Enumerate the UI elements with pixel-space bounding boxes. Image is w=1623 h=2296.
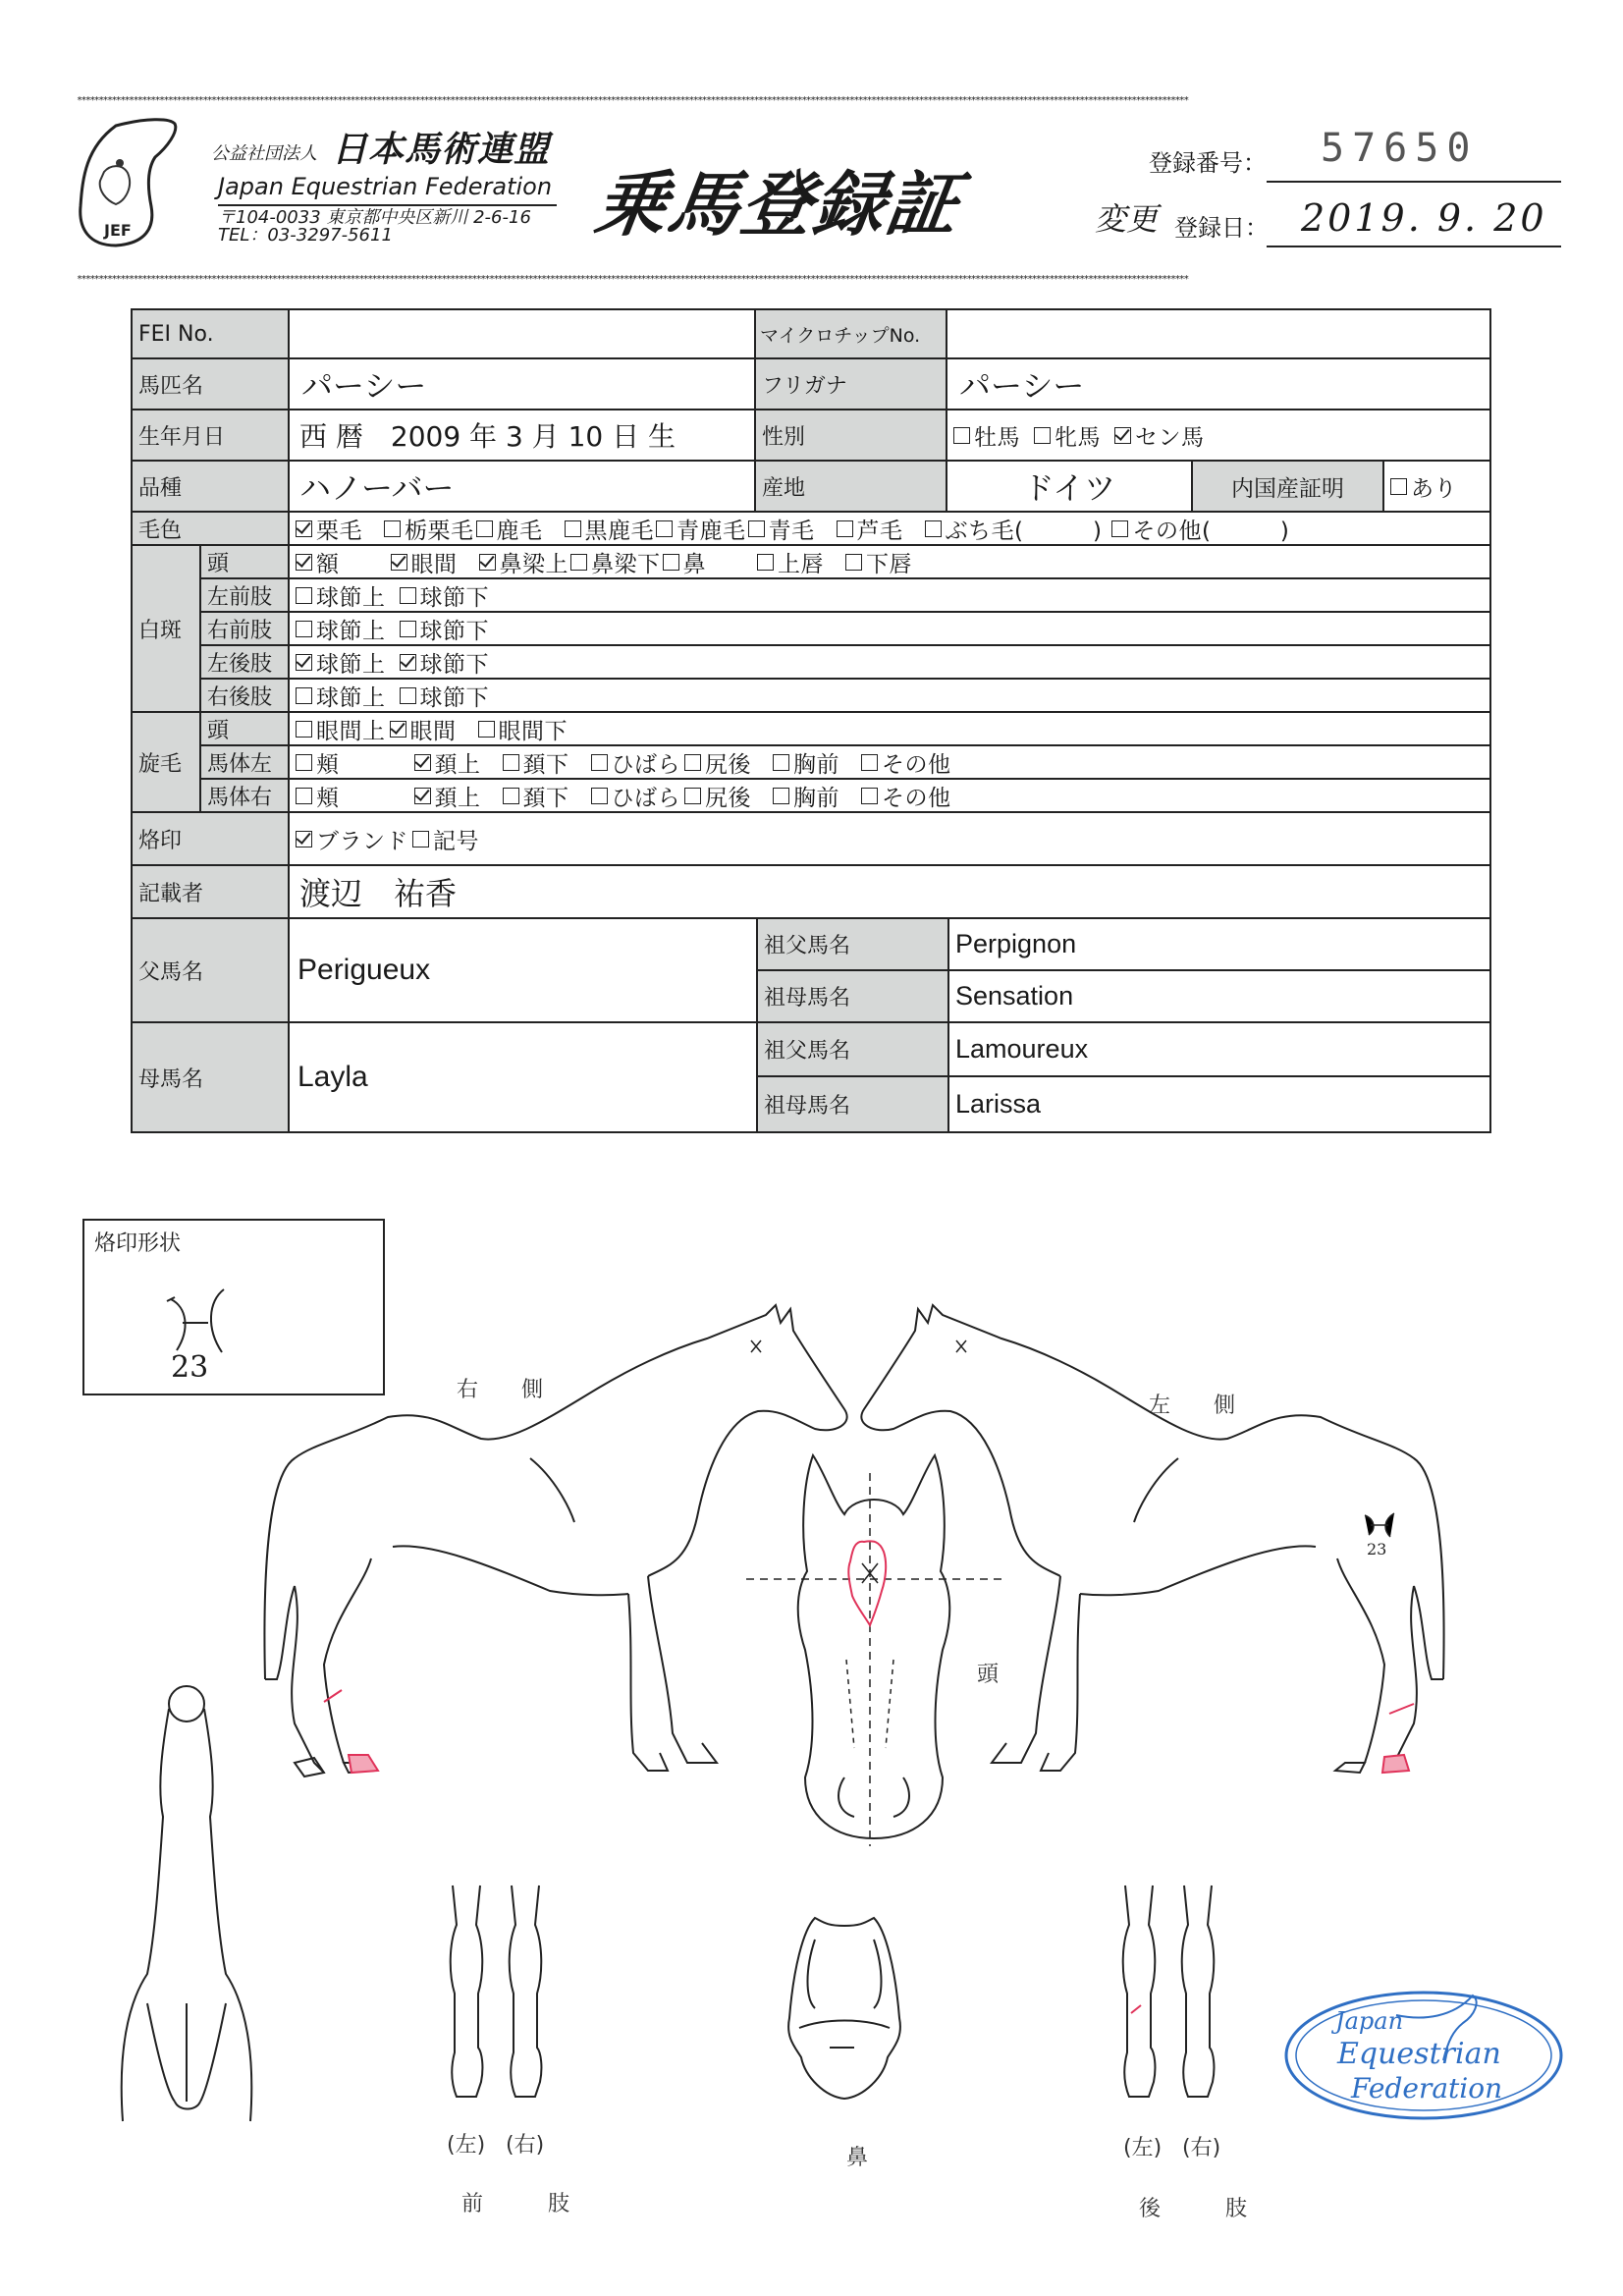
white-head-label: 頭: [201, 546, 290, 579]
furigana-field[interactable]: パーシー: [947, 359, 1489, 410]
origin-field[interactable]: ドイツ: [947, 462, 1193, 513]
nose-label: 鼻: [846, 2146, 869, 2170]
option-flank[interactable]: ひばら: [591, 746, 681, 779]
hind-left-label: (左): [1123, 2136, 1163, 2160]
coat-color-label: 毛色: [133, 513, 290, 546]
right-side-label: 右 側: [457, 1378, 544, 1402]
recorder-label: 記載者: [133, 866, 290, 919]
checkbox[interactable]: [748, 520, 765, 537]
whorl-head-label: 頭: [201, 713, 290, 746]
option-chest[interactable]: 胸前: [773, 746, 839, 779]
marking-red-star: [848, 1541, 886, 1625]
option-upper-lip[interactable]: 上唇: [757, 546, 824, 578]
white-left-foreleg-label: 左前肢: [201, 579, 290, 613]
option-upper-nose-bridge[interactable]: 鼻梁上: [479, 546, 569, 578]
checkbox-checked[interactable]: [391, 554, 407, 571]
option-above-eyes[interactable]: 眼間上: [296, 713, 386, 745]
sex-option-mare[interactable]: 牝馬: [1034, 419, 1101, 452]
breed-label: 品種: [133, 462, 290, 513]
white-left-hindleg-label: 左後肢: [201, 646, 290, 680]
sire-granddam-field[interactable]: Sensation: [949, 971, 1489, 1023]
white-right-foreleg-options: [290, 613, 1489, 646]
birth-date-label: 生年月日: [133, 410, 290, 462]
coat-option-other[interactable]: その他( ): [1111, 513, 1289, 545]
white-right-hindleg-options: [290, 680, 1489, 713]
checkbox[interactable]: [565, 520, 581, 537]
marking-red-hoof: [1382, 1755, 1409, 1773]
hind-right-label: (右): [1182, 2136, 1221, 2160]
front-right-label: (右): [506, 2133, 545, 2158]
checkbox[interactable]: [684, 754, 701, 771]
domestic-cert-option[interactable]: あり: [1384, 462, 1489, 513]
option-below-fetlock[interactable]: 球節下: [400, 680, 490, 712]
sire-label: 父馬名: [133, 919, 290, 1023]
option-lower-nose-bridge[interactable]: 鼻梁下: [570, 546, 661, 578]
birth-date-field[interactable]: 西 暦 2009 年 3 月 10 日 生: [290, 410, 756, 462]
dam-grandsire-label: 祖父馬名: [758, 1023, 949, 1077]
option-above-fetlock[interactable]: 球節上: [296, 680, 386, 712]
whorl-body-right-options: [290, 780, 1489, 813]
checkbox[interactable]: [773, 754, 789, 771]
white-left-hindleg-options: [290, 646, 1489, 680]
org-tel: TEL：03-3297-5611: [218, 225, 393, 246]
option-upper-neck[interactable]: 頚上: [414, 746, 481, 779]
sex-options: [947, 410, 1489, 462]
checkbox[interactable]: [663, 554, 679, 571]
jef-official-stamp: [1276, 1982, 1571, 2129]
whorl-body-left-options: [290, 746, 1489, 780]
option-above-fetlock[interactable]: 球節上: [296, 613, 386, 645]
option-cheek[interactable]: 頬: [296, 780, 340, 812]
microchip-field[interactable]: [947, 310, 1489, 359]
option-upper-neck[interactable]: 頚上: [414, 780, 481, 812]
checkbox[interactable]: [503, 788, 519, 804]
org-name-jp: 日本馬術連盟: [332, 130, 551, 170]
registration-date: 2019. 9. 20: [1301, 196, 1547, 240]
svg-text:23: 23: [1367, 1540, 1387, 1558]
sex-option-gelding[interactable]: セン馬: [1114, 419, 1205, 452]
checkbox[interactable]: [925, 520, 942, 537]
sex-label: 性別: [756, 410, 947, 462]
dam-granddam-field[interactable]: Larissa: [949, 1077, 1489, 1131]
registration-date-underline: [1267, 246, 1561, 247]
option-below-eyes[interactable]: 眼間下: [478, 713, 568, 745]
horse-nose-drawing-icon: [785, 1910, 903, 2106]
registration-number: 57650: [1321, 126, 1479, 171]
horse-name-field[interactable]: パーシー: [290, 359, 756, 410]
checkbox-checked[interactable]: [414, 754, 431, 771]
option-chest[interactable]: 胸前: [773, 780, 839, 812]
sire-grandsire-label: 祖父馬名: [758, 919, 949, 971]
coat-option-grey[interactable]: 芦毛: [837, 513, 903, 545]
option-between-eyes[interactable]: 眼間: [391, 546, 458, 578]
registration-form-table: [131, 308, 1491, 1133]
fei-no-field[interactable]: [290, 310, 756, 359]
checkbox-checked[interactable]: [390, 721, 406, 738]
checkbox[interactable]: [570, 554, 587, 571]
checkbox-checked[interactable]: [296, 831, 312, 847]
front-legs-caption: 前 肢: [461, 2192, 570, 2216]
checkbox-checked[interactable]: [479, 554, 496, 571]
option-forehead[interactable]: 額: [296, 546, 340, 578]
checkbox-checked[interactable]: [296, 654, 312, 671]
registration-number-underline: [1267, 181, 1561, 183]
horse-top-view-drawing-icon: [108, 1679, 265, 2141]
coat-option-dark-chestnut[interactable]: 栃栗毛: [384, 513, 474, 545]
checkbox-checked[interactable]: [296, 554, 312, 571]
fei-no-label: FEI No.: [133, 310, 290, 359]
checkbox[interactable]: [591, 788, 608, 804]
checkbox[interactable]: [476, 520, 493, 537]
checkbox[interactable]: [1390, 478, 1407, 495]
white-left-foreleg-options: [290, 579, 1489, 613]
checkbox[interactable]: [861, 754, 878, 771]
option-lower-lip[interactable]: 下唇: [845, 546, 912, 578]
checkbox-checked[interactable]: [296, 520, 312, 537]
option-below-fetlock[interactable]: 球節下: [400, 646, 490, 679]
whorl-body-left-label: 馬体左: [201, 746, 290, 780]
checkbox-checked[interactable]: [400, 654, 416, 671]
stamp-line-2: Equestrian: [1337, 2037, 1501, 2071]
dam-granddam-label: 祖母馬名: [758, 1077, 949, 1131]
coat-option-bay[interactable]: 鹿毛: [476, 513, 543, 545]
head-label: 頭: [977, 1663, 1000, 1687]
checkbox[interactable]: [953, 427, 970, 444]
checkbox[interactable]: [503, 754, 519, 771]
whorl-body-right-label: 馬体右: [201, 780, 290, 813]
checkbox[interactable]: [296, 721, 312, 738]
brand-shape-label: 烙印形状: [94, 1231, 182, 1256]
origin-label: 産地: [756, 462, 947, 513]
dam-label: 母馬名: [133, 1023, 290, 1131]
coat-option-black[interactable]: 青毛: [748, 513, 815, 545]
dam-field[interactable]: Layla: [290, 1023, 758, 1131]
option-cheek[interactable]: 頬: [296, 746, 340, 779]
checkbox[interactable]: [773, 788, 789, 804]
horse-name-label: 馬匹名: [133, 359, 290, 410]
brand-label: 烙印: [133, 813, 290, 866]
org-name-en: Japan Equestrian Federation: [218, 173, 553, 200]
coat-option-dark-bay[interactable]: 黒鹿毛: [565, 513, 655, 545]
checkbox[interactable]: [757, 554, 774, 571]
horse-head-front-drawing-icon: [776, 1453, 972, 1846]
org-prefix: 公益社団法人: [211, 143, 317, 164]
checkbox[interactable]: [400, 687, 416, 704]
coat-option-brown[interactable]: 青鹿毛: [656, 513, 746, 545]
stamp-line-1: Japan: [1335, 2007, 1404, 2035]
checkbox[interactable]: [591, 754, 608, 771]
checkbox[interactable]: [400, 587, 416, 604]
decorative-star-rule-bottom: ****************************************************************************************************************************************************************************************************************************************************************: [77, 274, 1188, 285]
hind-legs-drawing-icon: [1119, 1886, 1247, 2111]
horse-right-side-drawing-icon: [255, 1301, 864, 1812]
recorder-field[interactable]: 渡辺 祐香: [290, 866, 1489, 919]
whorls-label: 旋毛: [133, 713, 201, 813]
brand-options: [290, 813, 1489, 866]
option-between-eyes[interactable]: 眼間: [390, 713, 457, 745]
checkbox[interactable]: [296, 687, 312, 704]
sire-grandsire-field[interactable]: Perpignon: [949, 919, 1489, 971]
option-above-fetlock[interactable]: 球節上: [296, 646, 386, 679]
dam-grandsire-field[interactable]: Lamoureux: [949, 1023, 1489, 1077]
coat-option-pinto[interactable]: ぶち毛( ): [925, 513, 1103, 545]
coat-option-chestnut[interactable]: 栗毛: [296, 513, 362, 545]
option-lower-neck[interactable]: 頚下: [503, 746, 569, 779]
microchip-label: マイクロチップNo.: [756, 310, 947, 359]
sire-granddam-label: 祖母馬名: [758, 971, 949, 1023]
option-rump[interactable]: 尻後: [684, 746, 751, 779]
option-other[interactable]: その他: [861, 780, 951, 812]
checkbox[interactable]: [384, 520, 401, 537]
option-lower-neck[interactable]: 頚下: [503, 780, 569, 812]
option-nose[interactable]: 鼻: [663, 546, 707, 578]
white-right-hindleg-label: 右後肢: [201, 680, 290, 713]
domestic-cert-label: 内国産証明: [1193, 462, 1384, 513]
checkbox[interactable]: [861, 788, 878, 804]
document-title: 乗馬登録証: [590, 163, 966, 246]
registration-number-label: 登録番号：: [1149, 149, 1267, 177]
svg-text:JEF: JEF: [104, 221, 132, 240]
front-left-label: (左): [447, 2133, 486, 2158]
checkbox[interactable]: [296, 621, 312, 637]
checkbox[interactable]: [296, 788, 312, 804]
coat-color-options: [290, 513, 1489, 546]
decorative-star-rule-top: ****************************************************************************************************************************************************************************************************************************************************************: [77, 95, 1188, 106]
change-handwritten-mark: 変更: [1095, 200, 1159, 238]
checkbox[interactable]: [656, 520, 673, 537]
brand-shape-number: 23: [171, 1350, 209, 1385]
option-other[interactable]: その他: [861, 746, 951, 779]
option-brand[interactable]: ブランド: [296, 823, 408, 855]
marking-red-hoof: [349, 1755, 378, 1773]
option-symbol[interactable]: 記号: [412, 823, 479, 855]
jef-saddle-logo-icon: [77, 118, 180, 250]
checkbox[interactable]: [684, 788, 701, 804]
checkbox[interactable]: [837, 520, 853, 537]
option-rump[interactable]: 尻後: [684, 780, 751, 812]
checkbox-checked[interactable]: [1114, 427, 1131, 444]
white-markings-label: 白斑: [133, 546, 201, 713]
whorl-head-options: [290, 713, 1489, 746]
checkbox[interactable]: [400, 621, 416, 637]
front-legs-drawing-icon: [447, 1886, 574, 2111]
checkbox-checked[interactable]: [414, 788, 431, 804]
furigana-label: フリガナ: [756, 359, 947, 410]
white-right-foreleg-label: 右前肢: [201, 613, 290, 646]
option-above-fetlock[interactable]: 球節上: [296, 579, 386, 612]
org-address: 〒104-0033 東京都中央区新川 2-6-16: [218, 207, 531, 228]
left-side-label: 左 側: [1149, 1394, 1236, 1418]
checkbox[interactable]: [296, 587, 312, 604]
registration-date-label: 登録日：: [1174, 214, 1269, 242]
checkbox[interactable]: [845, 554, 862, 571]
stamp-line-3: Federation: [1351, 2072, 1503, 2105]
option-below-fetlock[interactable]: 球節下: [400, 613, 490, 645]
org-divider: [218, 204, 557, 206]
checkbox[interactable]: [1034, 427, 1051, 444]
hind-legs-caption: 後 肢: [1139, 2197, 1248, 2221]
checkbox[interactable]: [296, 754, 312, 771]
sex-option-stallion[interactable]: 牡馬: [953, 419, 1020, 452]
option-below-fetlock[interactable]: 球節下: [400, 579, 490, 612]
breed-field[interactable]: ハノーバー: [290, 462, 756, 513]
jef-logo: [77, 118, 180, 250]
white-head-options: [290, 546, 1489, 579]
checkbox[interactable]: [412, 831, 429, 847]
option-flank[interactable]: ひばら: [591, 780, 681, 812]
checkbox[interactable]: [1111, 520, 1128, 537]
sire-field[interactable]: Perigueux: [290, 919, 758, 1023]
checkbox[interactable]: [478, 721, 495, 738]
